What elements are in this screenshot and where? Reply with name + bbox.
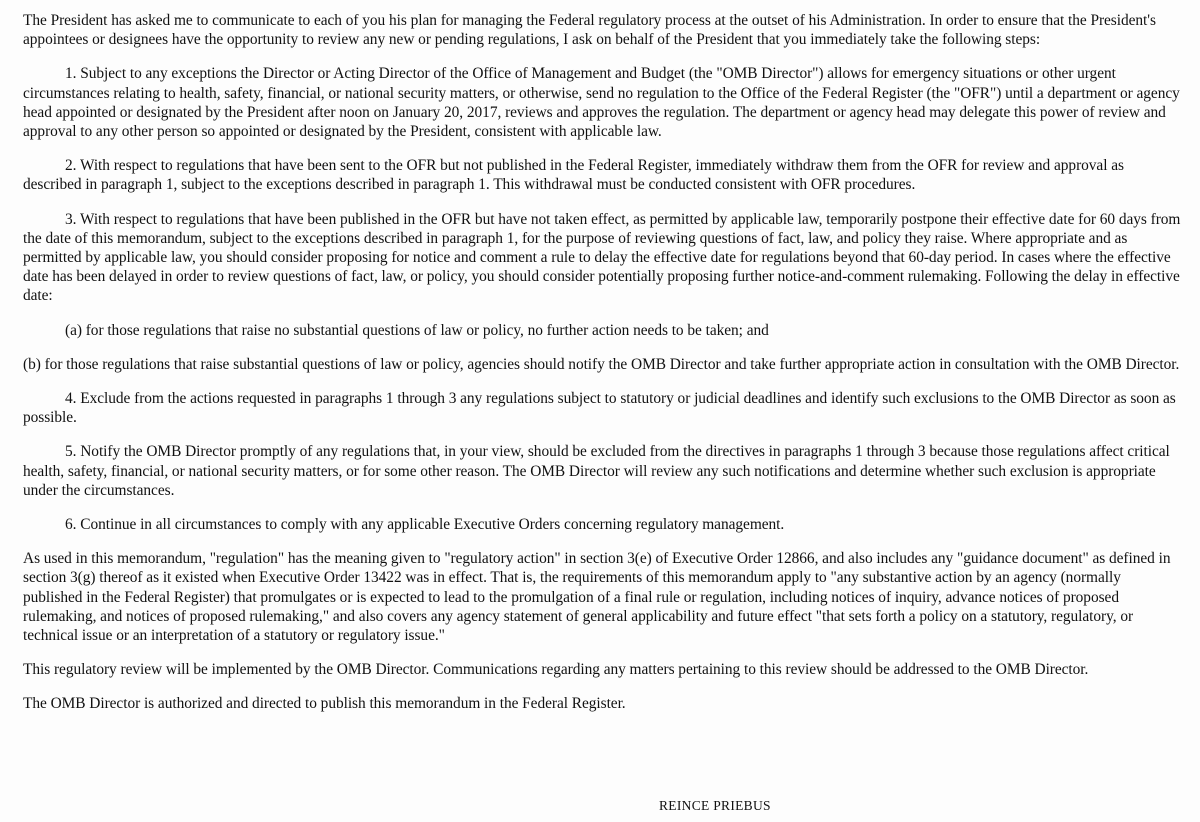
intro-paragraph: The President has asked me to communicate to each of you his plan for managing the Federal regulatory process at the outset of his Administration. In order to ensure that the President's appointees or designees have the opportunity to review any new or pending regulations, I ask on behalf of the President that you immediately take the following steps: — [23, 12, 1156, 49]
paragraph-6: 6. Continue in all circumstances to comply with any applicable Executive Orders concerning regulatory management. — [65, 516, 785, 534]
paragraph-2: 2. With respect to regulations that have been sent to the OFR but not published in the Federal Register, immediately withdraw them from the OFR for review and approval as described in paragraph 1, subject to the exceptions described in paragraph 1. This withdrawal must be conducted consistent with OFR procedures. — [23, 157, 1124, 194]
paragraph-3: 3. With respect to regulations that have been published in the OFR but have not taken effect, as permitted by applicable law, temporarily postpone their effective date for 60 days from the date of this memorandum, subject to the exceptions described in paragraph 1, for the purpose of reviewing questions of fact, law, and policy they raise. Where appropriate and as permitted by applicable law, you should consider proposing for notice and comment a rule to delay the effective date for regulations beyond that 60-day period. In cases where the effective date has been delayed in order to review questions of fact, law, or policy, you should consider potentially proposing further notice-and-comment rulemaking. Following the delay in effective date: — [23, 210, 1181, 305]
paragraph-5: 5. Notify the OMB Director promptly of any regulations that, in your view, should be excluded from the directives in paragraphs 1 through 3 because those regulations affect critical health, safety, financial, or national security matters, or for some other reason. The OMB Director will review any such notifications and determine whether such exclusion is appropriate under the circumstances. — [23, 443, 1170, 499]
memo-body — [23, 11, 1183, 729]
implementation-paragraph: This regulatory review will be implemented by the OMB Director. Communications regarding any matters pertaining to this review should be addressed to the OMB Director. — [23, 661, 1089, 679]
paragraph-4: 4. Exclude from the actions requested in paragraphs 1 through 3 any regulations subject to statutory or judicial deadlines and identify such exclusions to the OMB Director as soon as possible. — [23, 390, 1176, 427]
paragraph-3b: (b) for those regulations that raise substantial questions of law or policy, agencies should notify the OMB Director and take further appropriate action in consultation with the OMB Director. — [23, 355, 1180, 373]
paragraph-3a: (a) for those regulations that raise no substantial questions of law or policy, no further action needs to be taken; and — [65, 321, 769, 339]
publication-paragraph: The OMB Director is authorized and directed to publish this memorandum in the Federal Register. — [23, 695, 626, 713]
signature-name: REINCE PRIEBUS — [659, 798, 771, 813]
paragraph-1: 1. Subject to any exceptions the Director or Acting Director of the Office of Management and Budget (the "OMB Director") allows for emergency situations or other urgent circumstances relating to health, safety, financial, or national security matters, or otherwise, send no regulation to the Office of the Federal Register (the "OFR") until a department or agency head appointed or designated by the President after noon on January 20, 2017, reviews and approves the regulation. The department or agency head may delegate this power of review and approval to any other person so appointed or designated by the President, consistent with applicable law. — [23, 65, 1180, 141]
definition-paragraph: As used in this memorandum, "regulation" has the meaning given to "regulatory action" in section 3(e) of Executive Order 12866, and also includes any "guidance document" as defined in section 3(g) thereof as it existed when Executive Order 13422 was in effect. That is, the requirements of this memorandum apply to "any substantive action by an agency (normally published in the Federal Register) that promulgates or is expected to lead to the promulgation of a final rule or regulation, including notices of inquiry, advance notices of proposed rulemaking, and notices of proposed rulemaking," and also covers any agency statement of general applicability and future effect "that sets forth a policy on a statutory, regulatory, or technical issue or an interpretation of a statutory or regulatory issue." — [23, 550, 1171, 645]
